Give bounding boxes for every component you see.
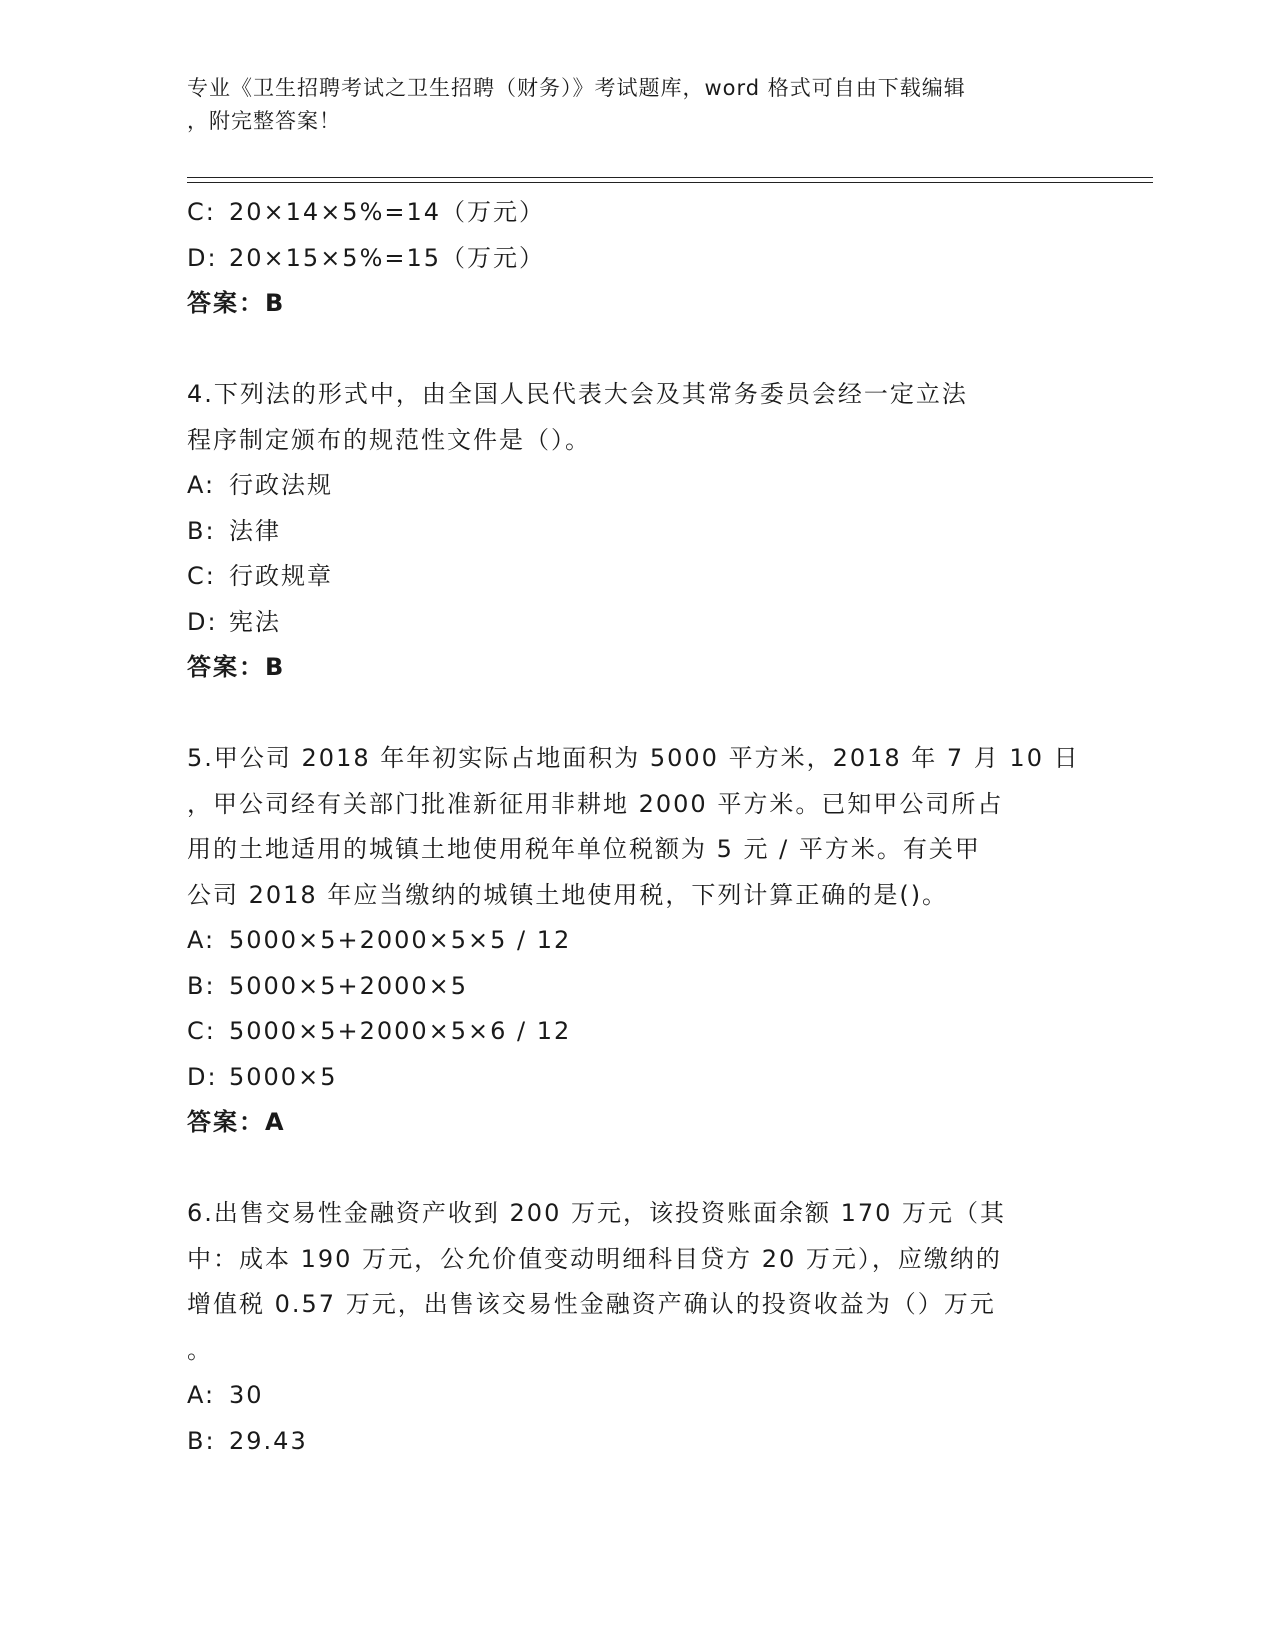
option-c [187,554,1077,600]
question-text-line: 。 [187,1335,213,1364]
option-text: 5000×5 [229,1062,338,1091]
option-label: B: [187,516,216,545]
answer-line: 答案：B [187,289,286,317]
question-text-line: 程序制定颁布的规范性文件是（）。 [187,425,591,454]
option-text: 法律 [229,516,281,545]
option-text: 行政法规 [229,471,333,499]
question-text-line: 增值税 0.57 万元，出售该交易性金融资产确认的投资收益为（）万元 [187,1290,996,1318]
header-divider-top [187,177,1153,178]
option-text: 20×14×5%=14（万元） [229,198,546,226]
option-text: 29.43 [229,1426,308,1455]
option-label: A: [187,1381,216,1409]
option-text: 5000×5+2000×5×6 / 12 [229,1017,572,1045]
option-b [187,964,1077,1010]
question-4 [187,372,1077,691]
option-text: 5000×5+2000×5×5 / 12 [229,926,572,954]
question-text-line: ，甲公司经有关部门批准新征用非耕地 2000 平方米。已知甲公司所占 [187,789,1004,818]
option-a [187,463,1077,509]
option-label: C: [187,1017,216,1045]
option-label: B: [187,971,216,1000]
option-a [187,1373,1077,1419]
option-c [187,1009,1077,1055]
option-label: D: [187,607,218,636]
option-b [187,509,1077,555]
option-label: A: [187,926,216,954]
option-text: 行政规章 [229,562,333,590]
question-text-line: 4.下列法的形式中，由全国人民代表大会及其常务委员会经一定立法 [187,380,968,408]
option-d [187,236,1077,282]
answer-line: 答案：A [187,1108,286,1136]
question-text-line: 公司 2018 年应当缴纳的城镇土地使用税，下列计算正确的是()。 [187,880,949,909]
header-divider-bottom [187,182,1153,183]
answer-line: 答案：B [187,653,286,681]
option-text: 20×15×5%=15（万元） [229,243,546,272]
header-line-2: ，附完整答案！ [187,109,341,133]
option-label: C: [187,198,216,226]
question-6 [187,1191,1077,1464]
option-d [187,600,1077,646]
option-b [187,1419,1077,1465]
option-label: D: [187,1062,218,1091]
option-text: 宪法 [229,607,281,636]
header-line-1: 专业《卫生招聘考试之卫生招聘（财务）》考试题库，word 格式可自由下载编辑 [187,76,966,100]
question-text-line: 用的土地适用的城镇土地使用税年单位税额为 5 元 / 平方米。有关甲 [187,835,981,863]
option-c [187,190,1077,236]
document-header [187,72,1067,138]
option-text: 5000×5+2000×5 [229,971,469,1000]
question-text-line: 5.甲公司 2018 年年初实际占地面积为 5000 平方米，2018 年 7 月 10 日 [187,744,1080,772]
option-label: B: [187,1426,216,1455]
option-label: D: [187,243,218,272]
question-text-line: 6.出售交易性金融资产收到 200 万元，该投资账面余额 170 万元（其 [187,1199,1007,1227]
option-label: A: [187,471,216,499]
option-text: 30 [229,1381,264,1409]
question-text-line: 中：成本 190 万元，公允价值变动明细科目贷方 20 万元），应缴纳的 [187,1244,1002,1273]
option-a [187,918,1077,964]
question-5 [187,736,1080,1146]
option-d [187,1055,1077,1101]
question-content [187,190,1080,1464]
option-label: C: [187,562,216,590]
